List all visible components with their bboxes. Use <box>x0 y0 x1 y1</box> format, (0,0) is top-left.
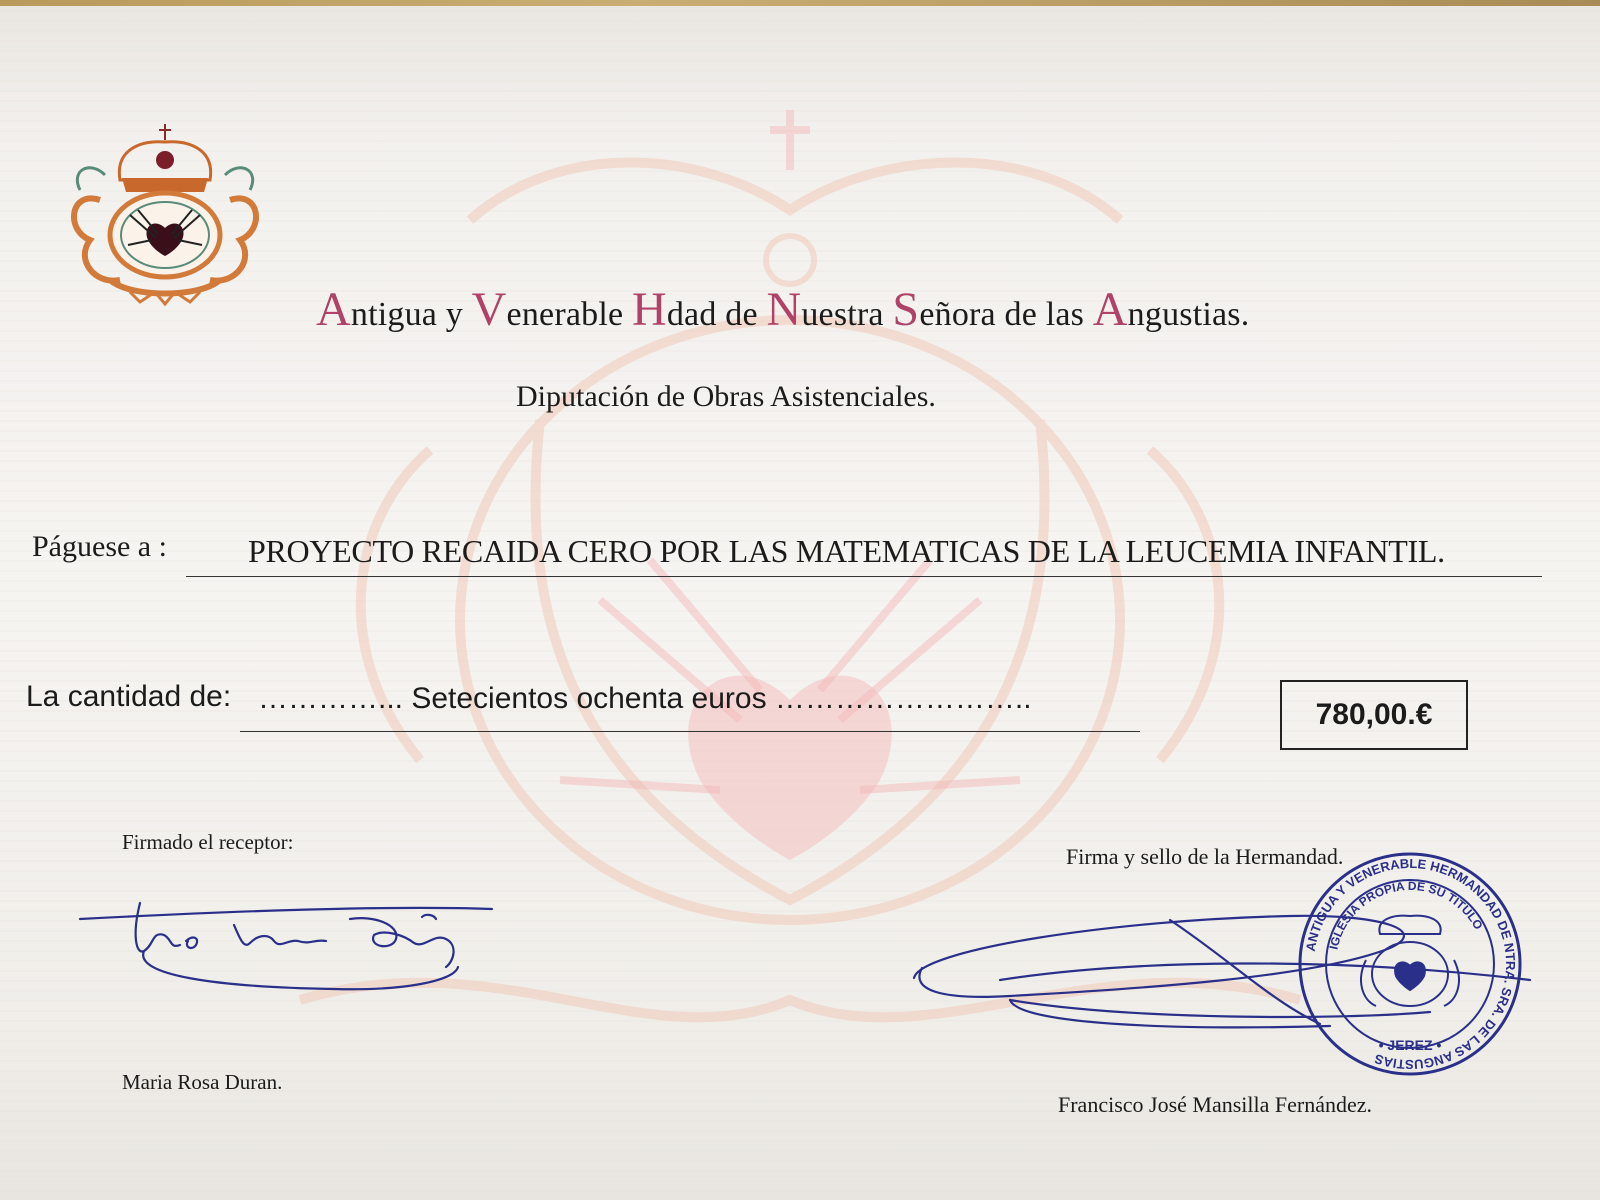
title-text: ngustias. <box>1127 296 1250 333</box>
title-text: uestra <box>801 296 893 333</box>
receiver-name: Maria Rosa Duran. <box>122 1070 283 1094</box>
amount-label: La cantidad de: <box>26 680 232 713</box>
paper-top-edge <box>0 0 1600 6</box>
brotherhood-signer-name: Francisco José Mansilla Fernández. <box>1058 1092 1373 1117</box>
payee-underline <box>186 576 1542 577</box>
title-text: ntigua y <box>350 296 472 333</box>
title-cap: A <box>1092 283 1128 336</box>
title-cap: N <box>766 283 802 336</box>
amount-number: 780,00.€ <box>1315 698 1433 731</box>
department-subtitle: Diputación de Obras Asistenciales. <box>516 380 936 413</box>
title-text: eñora de las <box>919 296 1093 333</box>
title-cap: V <box>471 283 507 336</box>
receiver-signature <box>74 895 514 1005</box>
title-text: enerable <box>506 296 632 333</box>
seal-outer-text: ANTIGUA Y VENERABLE HERMANDAD DE NTRA. SRA. DE LAS ANGUSTIAS <box>1302 855 1519 1073</box>
amount-number-box <box>1280 680 1468 750</box>
title-cap: S <box>892 283 920 336</box>
brotherhood-crest-logo <box>60 120 270 310</box>
title-cap: A <box>316 283 351 336</box>
payee-label: Páguese a : <box>32 530 167 563</box>
title-cap: H <box>631 283 667 336</box>
title-text: dad de <box>666 296 767 333</box>
seal-city-text: • JEREZ • <box>1378 1037 1442 1053</box>
brotherhood-signature-label: Firma y sello de la Hermandad. <box>1066 844 1344 869</box>
receiver-signature-label: Firmado el receptor: <box>122 830 294 854</box>
payee-value: PROYECTO RECAIDA CERO POR LAS MATEMATICAS DE LA LEUCEMIA INFANTIL. <box>248 533 1445 569</box>
amount-underline <box>240 731 1140 732</box>
brotherhood-title <box>316 282 1249 337</box>
amount-in-words: …………... Setecientos ochenta euros …………………….. <box>258 682 1032 715</box>
brotherhood-seal <box>1296 850 1524 1078</box>
seal-inner-text: IGLESIA PROPIA DE SU TITULO <box>1326 878 1486 951</box>
